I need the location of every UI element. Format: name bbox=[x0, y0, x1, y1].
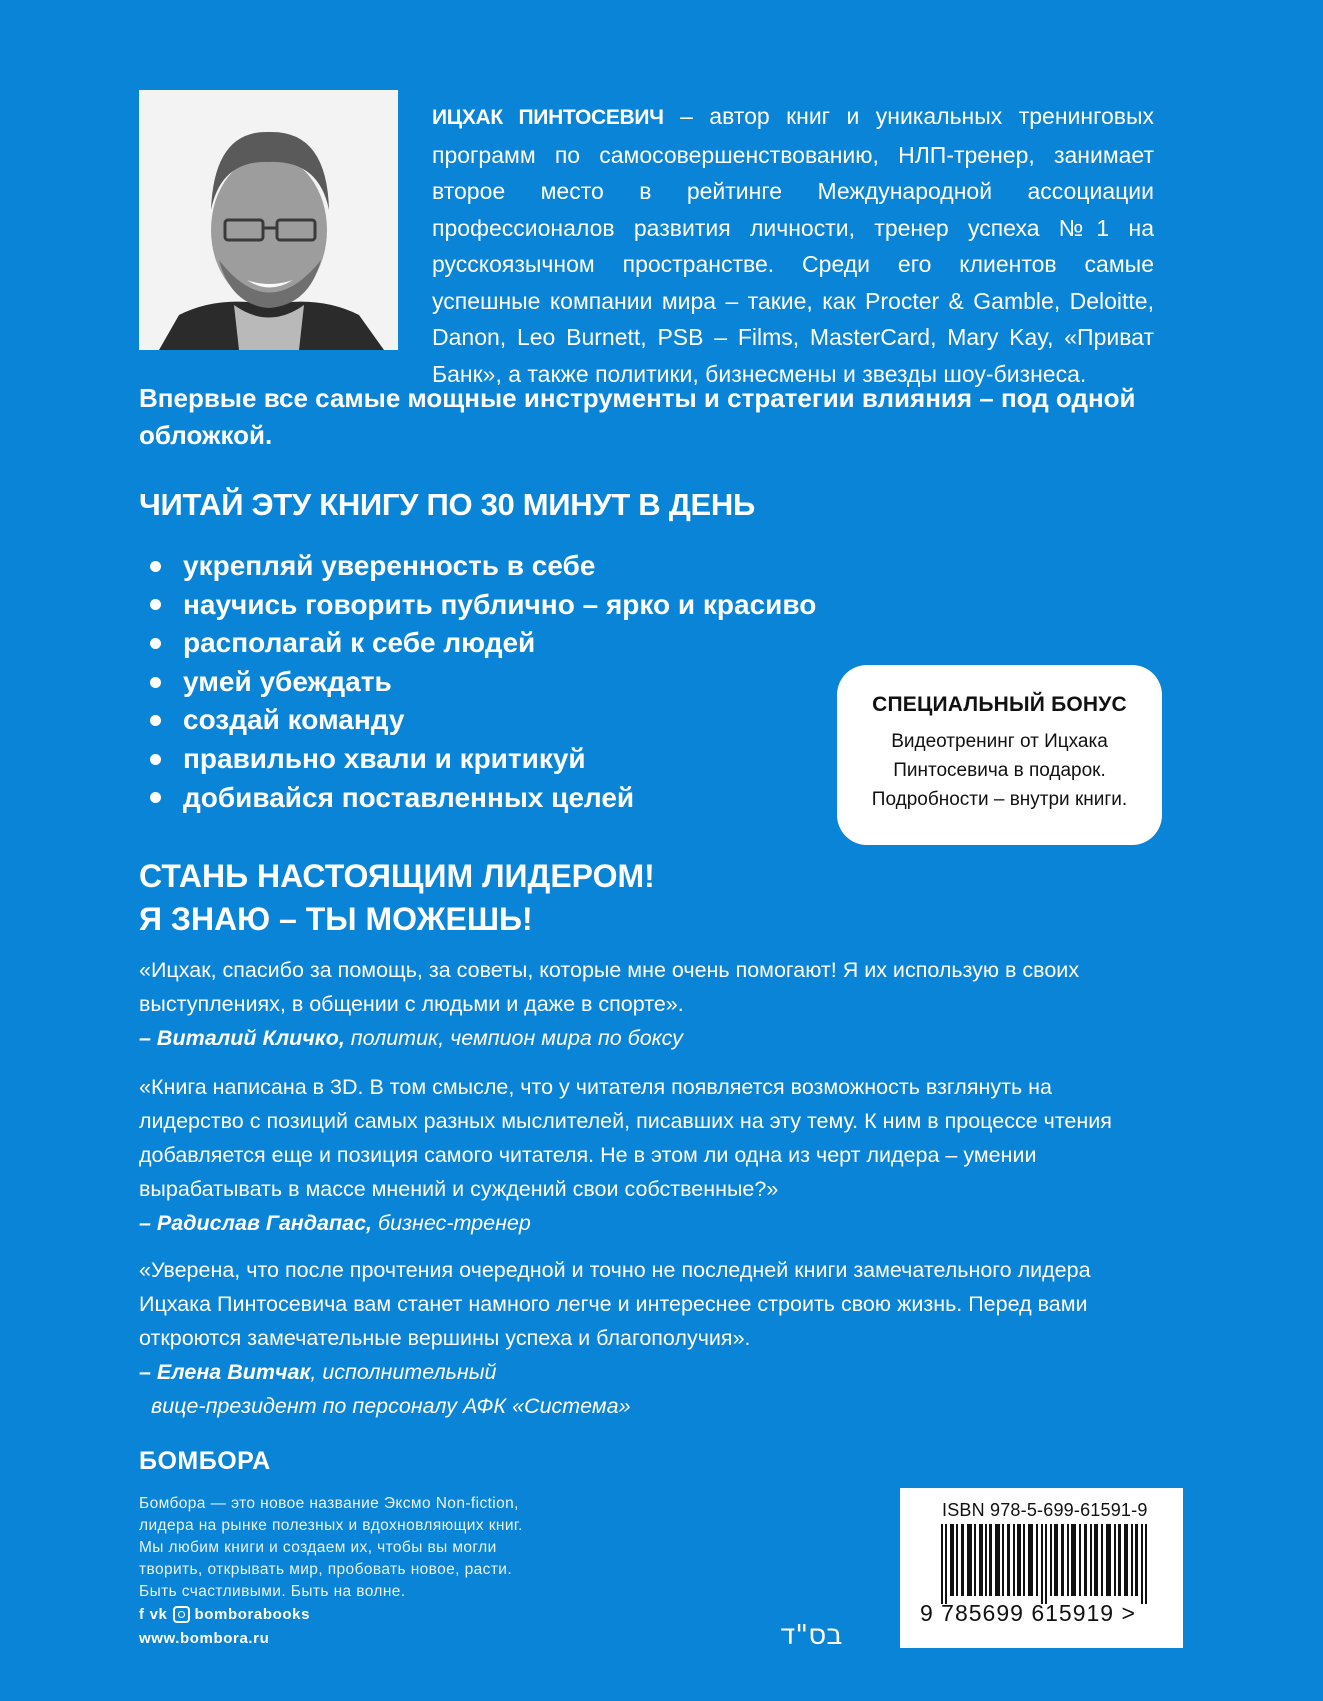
bullet-icon bbox=[150, 792, 161, 803]
vk-icon[interactable]: vk bbox=[149, 1606, 168, 1623]
quote-text: «Книга написана в 3D. В том смысле, что у читателя появляется возможность взглянуть на лидерство с позиций самых разных мыслителей, писавших на эту тему. К ним в процессе чтения добавляется еще и позиция самого читателя. Не в этом ли одна из черт лидера – умении вырабатывать в массе мнений и суждений свои собственные?» bbox=[139, 1075, 1112, 1201]
quote-author: – Виталий Кличко, политик, чемпион мира по боксу bbox=[139, 1026, 683, 1050]
author-name: ИЦХАК ПИНТОСЕВИЧ bbox=[432, 106, 664, 129]
list-item: умей убеждать bbox=[150, 663, 816, 702]
publisher-description: Бомбора — это новое название Эксмо Non-fiction, лидера на рынке полезных и вдохновляющих книг. Мы любим книги и создаем их, чтобы вы могли творить, открывать мир, пробовать новое, расти. Быть счастливыми. Быть на волне. bbox=[139, 1495, 523, 1600]
bullet-icon bbox=[150, 677, 161, 688]
isbn-digits: 9 785699 615919 > bbox=[920, 1600, 1136, 1626]
testimonial bbox=[139, 1253, 1159, 1423]
quote-text: «Ицхак, спасибо за помощь, за советы, которые мне очень помогают! Я их использую в своих выступлениях, в общении с людьми и даже в спорте». bbox=[139, 958, 1080, 1016]
facebook-icon[interactable]: f bbox=[139, 1606, 145, 1623]
bullet-icon bbox=[150, 599, 161, 610]
list-item: правильно хвали и критикуй bbox=[150, 740, 816, 779]
author-photo bbox=[139, 90, 398, 350]
bullet-icon bbox=[150, 754, 161, 765]
instagram-icon[interactable] bbox=[173, 1606, 190, 1623]
list-item: создай команду bbox=[150, 701, 816, 740]
bonus-title: СПЕЦИАЛЬНЫЙ БОНУС bbox=[872, 693, 1127, 716]
quote-author: – Радислав Гандапас, бизнес-тренер bbox=[139, 1211, 531, 1235]
list-item: научись говорить публично – ярко и красиво bbox=[150, 586, 816, 625]
bonus-box bbox=[837, 665, 1162, 845]
slogan: СТАНЬ НАСТОЯЩИМ ЛИДЕРОМ! Я ЗНАЮ – ТЫ МОЖЕШЬ! bbox=[139, 858, 655, 937]
social-links bbox=[139, 1606, 310, 1623]
bullet-icon bbox=[150, 561, 161, 572]
isbn-barcode bbox=[900, 1488, 1183, 1648]
bullet-icon bbox=[150, 715, 161, 726]
publisher-website[interactable]: www.bombora.ru bbox=[139, 1630, 270, 1647]
author-bio-text: – автор книг и уникальных тренинговых программ по самосовершенствованию, НЛП-тренер, занимает второе место в рейтинге Международной ассоциации профессионалов развития личности, тренер успеха №1 на русскоязычном пространстве. Среди его клиентов самые успешные компании мира – такие, как Procter & Gamble, Deloitte, Danon, Leo Burnett, PSB – Films, MasterCard, Mary Kay, «Приват Банк», а также политики, бизнесмены и звезды шоу-бизнеса. bbox=[432, 103, 1155, 387]
list-item: добивайся поставленных целей bbox=[150, 779, 816, 818]
bullet-icon bbox=[150, 638, 161, 649]
author-bio bbox=[432, 98, 1154, 392]
publisher-logo: БОМБОРА bbox=[139, 1447, 271, 1475]
list-item: располагай к себе людей bbox=[150, 624, 816, 663]
bonus-text: Видеотренинг от Ицхака Пинтосевича в подарок. Подробности – внутри книги. bbox=[871, 731, 1128, 810]
quote-author: – Елена Витчак, исполнительный bbox=[139, 1360, 497, 1384]
testimonial bbox=[139, 953, 1159, 1055]
quote-text: «Уверена, что после прочтения очередной и точно не последней книги замечательного лидера Ицхака Пинтосевича вам станет намного легче и интереснее строить свою жизнь. Перед вами откроются замечательные вершины успеха и благополучия». bbox=[139, 1258, 1091, 1350]
barcode-icon bbox=[941, 1524, 1151, 1604]
read-heading: ЧИТАЙ ЭТУ КНИГУ ПО 30 МИНУТ В ДЕНЬ bbox=[139, 487, 755, 522]
lead-statement: Впервые все самые мощные инструменты и стратегии влияния – под одной обложкой. bbox=[139, 383, 1136, 450]
testimonial bbox=[139, 1070, 1159, 1240]
list-item: укрепляй уверенность в себе bbox=[150, 547, 816, 586]
social-handle[interactable]: bomborabooks bbox=[194, 1606, 311, 1623]
quote-author-role: вице-президент по персоналу АФК «Система» bbox=[151, 1394, 631, 1418]
isbn-label: ISBN 978-5-699-61591-9 bbox=[942, 1500, 1148, 1520]
benefits-list bbox=[150, 547, 816, 817]
hebrew-mark: בס"ד bbox=[780, 1618, 843, 1651]
